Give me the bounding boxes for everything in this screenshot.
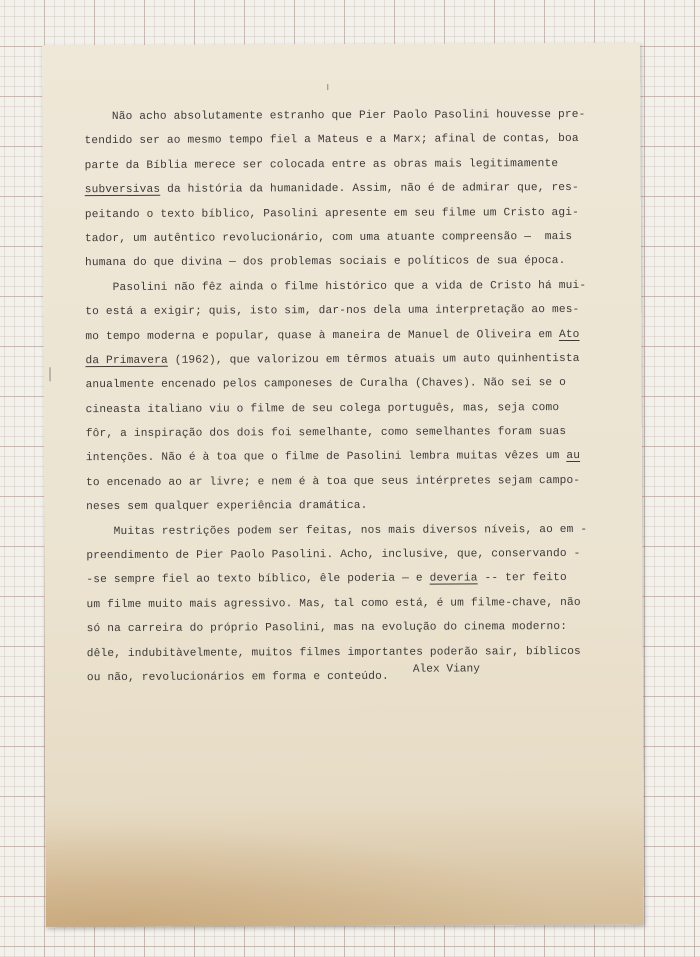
text-line: peitando o texto bíblico, Pasolini apresente em seu filme um Cristo agi-	[84, 206, 580, 221]
typewritten-page	[42, 43, 644, 928]
underlined-word: Ato	[558, 328, 580, 341]
text-line	[85, 322, 611, 349]
text-line: Não acho absolutamente estranho que Pier Paolo Pasolini houvesse pre-	[84, 108, 586, 124]
text-line: só na carreira do próprio Pasolini, mas na evolução do cinema moderno:	[86, 621, 568, 636]
text-segment: da história da humanidade. Assim, não é de admirar que, res-	[160, 182, 579, 196]
underlined-word: au	[566, 450, 581, 463]
text-line: ou não, revolucionários em forma e conteúdo.	[86, 670, 389, 685]
text-line: tendido ser ao mesmo tempo fiel a Mateus e a Marx; afinal de contas, boa	[84, 133, 579, 148]
text-line: neses sem qualquer experiência dramática.	[86, 500, 368, 514]
text-line: um filme muito mais agressivo. Mas, tal como está, é um filme-chave, não	[86, 596, 581, 611]
text-line	[85, 347, 611, 374]
text-line: anualmente encenado pelos camponeses de Curalha (Chaves). Não sei se o	[85, 377, 567, 392]
text-segment: (1962), que valorizou em têrmos atuais um auto quinhentista	[167, 352, 580, 367]
text-line: cineasta italiano viu o filme de seu colega português, mas, seja como	[85, 401, 560, 416]
underlined-word: da Primavera	[85, 354, 168, 368]
text-line: preendimento de Pier Paolo Pasolini. Acho, inclusive, que, conservando -	[86, 547, 581, 563]
signature: Alex Viany	[412, 663, 480, 676]
text-segment: -- ter feito	[477, 572, 567, 585]
article-body	[84, 103, 613, 691]
text-line	[85, 176, 611, 203]
underlined-word: subversivas	[84, 183, 161, 197]
underlined-word: deveria	[429, 572, 478, 586]
text-line: dêle, indubitàvelmente, muitos filmes importantes poderão sair, bíblicos	[86, 645, 581, 660]
text-segment: mo tempo moderna e popular, quase à maneira de Manuel de Oliveira em	[85, 328, 559, 343]
text-line: parte da Bíblia merece ser colocada entre as obras mais legitimamente	[84, 157, 559, 172]
fold-mark-left	[49, 367, 50, 381]
text-line: tador, um autêntico revolucionário, com uma atuante compreensão — mais	[84, 230, 573, 246]
text-line: Muitas restrições podem ser feitas, nos mais diversos níveis, ao em -	[86, 523, 588, 538]
text-segment: -se sempre fiel ao texto bíblico, êle poderia — e	[86, 573, 430, 587]
text-line: humana do que divina — dos problemas sociais e políticos de sua época.	[85, 255, 566, 270]
text-line	[86, 444, 612, 471]
text-line: fôr, a inspiração dos dois foi semelhante, como semelhantes foram suas	[85, 426, 567, 441]
text-line: Pasolini não fêz ainda o filme histórico que a vida de Cristo há mui-	[85, 279, 587, 294]
text-segment: intenções. Não é à toa que o filme de Pasolini lembra muitas vêzes um	[85, 450, 567, 465]
text-line: to está a exigir; quis, isto sim, dar-nos dela uma interpretação ao mes-	[85, 304, 580, 319]
fold-mark-top	[327, 84, 328, 90]
text-line: to encenado ao ar livre; e nem é à toa que seus intérpretes sejam campo-	[85, 474, 581, 489]
text-line	[86, 566, 612, 593]
